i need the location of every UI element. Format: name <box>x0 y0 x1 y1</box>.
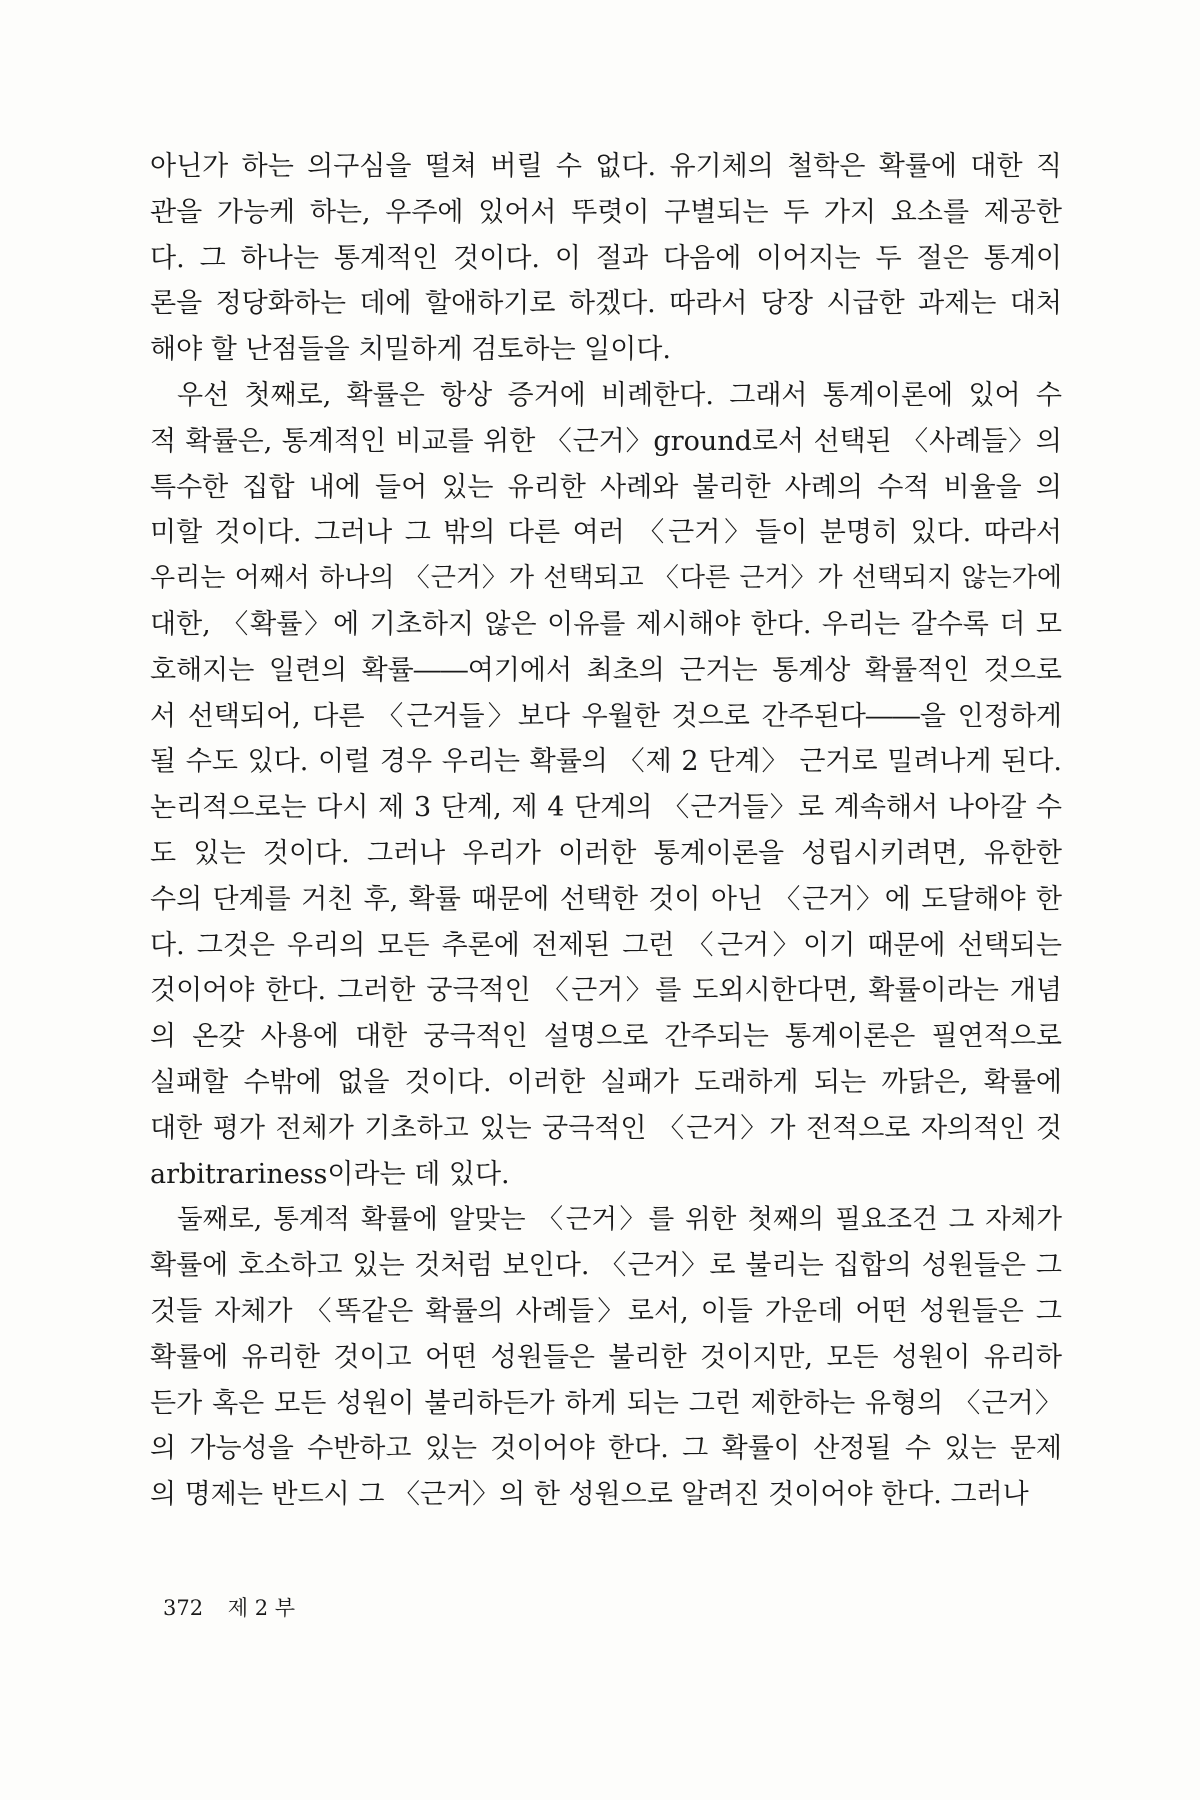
text-line: 다. 그것은 우리의 모든 추론에 전제된 그런 〈근거〉이기 때문에 선택되는 <box>150 929 1062 961</box>
text-line: 의 가능성을 수반하고 있는 것이어야 한다. 그 확률이 산정될 수 있는 문제 <box>150 1433 1062 1465</box>
text-line: 대한, 〈확률〉에 기초하지 않은 이유를 제시해야 한다. 우리는 갈수록 더 모 <box>150 608 1062 640</box>
text-line: 확률에 호소하고 있는 것처럼 보인다. 〈근거〉로 불리는 집합의 성원들은 그 <box>150 1250 1062 1282</box>
text-line: 실패할 수밖에 없을 것이다. 이러한 실패가 도래하게 되는 까닭은, 확률에 <box>150 1066 1062 1098</box>
paragraph <box>150 1197 1062 1518</box>
page-footer <box>163 1592 295 1622</box>
text-line: 아닌가 하는 의구심을 떨쳐 버릴 수 없다. 유기체의 철학은 확률에 대한 직 <box>150 151 1062 182</box>
text-line: 다. 그 하나는 통계적인 것이다. 이 절과 다음에 이어지는 두 절은 통계이 <box>150 242 1062 274</box>
text-line: 둘째로, 통계적 확률에 알맞는 〈근거〉를 위한 첫째의 필요조건 그 자체가 <box>177 1204 1062 1236</box>
text-line: 미할 것이다. 그러나 그 밖의 다른 여러 〈근거〉들이 분명히 있다. 따라서 <box>150 517 1062 549</box>
paragraph <box>150 144 1062 373</box>
text-line: 든가 혹은 모든 성원이 불리하든가 하게 되는 그런 제한하는 유형의 〈근거〉 <box>150 1387 1062 1419</box>
text-line: 의 온갖 사용에 대한 궁극적인 설명으로 간주되는 통계이론은 필연적으로 <box>150 1021 1062 1053</box>
text-line: 서 선택되어, 다른 〈근거들〉보다 우월한 것으로 간주된다――을 인정하게 <box>150 700 1062 732</box>
section-label: 제 2 부 <box>227 1596 296 1620</box>
page-number: 372 <box>163 1596 204 1620</box>
text-line: 우리는 어째서 하나의 〈근거〉가 선택되고 〈다른 근거〉가 선택되지 않는가에 <box>150 563 1062 594</box>
text-line: 우선 첫째로, 확률은 항상 증거에 비례한다. 그래서 통계이론에 있어 수 <box>177 379 1062 411</box>
text-line: 도 있는 것이다. 그러나 우리가 이러한 통계이론을 성립시키려면, 유한한 <box>150 837 1062 869</box>
text-line: arbitrariness이라는 데 있다. <box>150 1158 510 1190</box>
text-line: 될 수도 있다. 이럴 경우 우리는 확률의 〈제 2 단계〉 근거로 밀려나게 된다. <box>150 746 1062 778</box>
text-line: 적 확률은, 통계적인 비교를 위한 〈근거〉ground로서 선택된 〈사례들〉의 <box>150 425 1062 457</box>
paragraph <box>150 373 1062 1197</box>
text-line: 특수한 집합 내에 들어 있는 유리한 사례와 불리한 사례의 수적 비율을 의 <box>150 471 1062 503</box>
text-line: 것들 자체가 〈똑같은 확률의 사례들〉로서, 이들 가운데 어떤 성원들은 그 <box>150 1295 1062 1327</box>
text-line: 론을 정당화하는 데에 할애하기로 하겠다. 따라서 당장 시급한 과제는 대처 <box>150 288 1062 320</box>
text-line: 수의 단계를 거친 후, 확률 때문에 선택한 것이 아닌 〈근거〉에 도달해야 한 <box>150 883 1062 915</box>
text-line: 것이어야 한다. 그러한 궁극적인 〈근거〉를 도외시한다면, 확률이라는 개념 <box>150 975 1062 1007</box>
body-text <box>150 144 1062 1518</box>
text-line: 논리적으로는 다시 제 3 단계, 제 4 단계의 〈근거들〉로 계속해서 나아갈 수 <box>150 792 1062 824</box>
text-line: 호해지는 일련의 확률――여기에서 최초의 근거는 통계상 확률적인 것으로 <box>150 654 1062 686</box>
text-line: 의 명제는 반드시 그 〈근거〉의 한 성원으로 알려진 것이어야 한다. 그러나 <box>150 1479 1029 1511</box>
text-line: 해야 할 난점들을 치밀하게 검토하는 일이다. <box>150 334 671 366</box>
text-line: 관을 가능케 하는, 우주에 있어서 뚜렷이 구별되는 두 가지 요소를 제공한 <box>150 196 1062 228</box>
text-line: 확률에 유리한 것이고 어떤 성원들은 불리한 것이지만, 모든 성원이 유리하 <box>150 1341 1062 1373</box>
text-line: 대한 평가 전체가 기초하고 있는 궁극적인 〈근거〉가 전적으로 자의적인 것 <box>150 1112 1062 1144</box>
